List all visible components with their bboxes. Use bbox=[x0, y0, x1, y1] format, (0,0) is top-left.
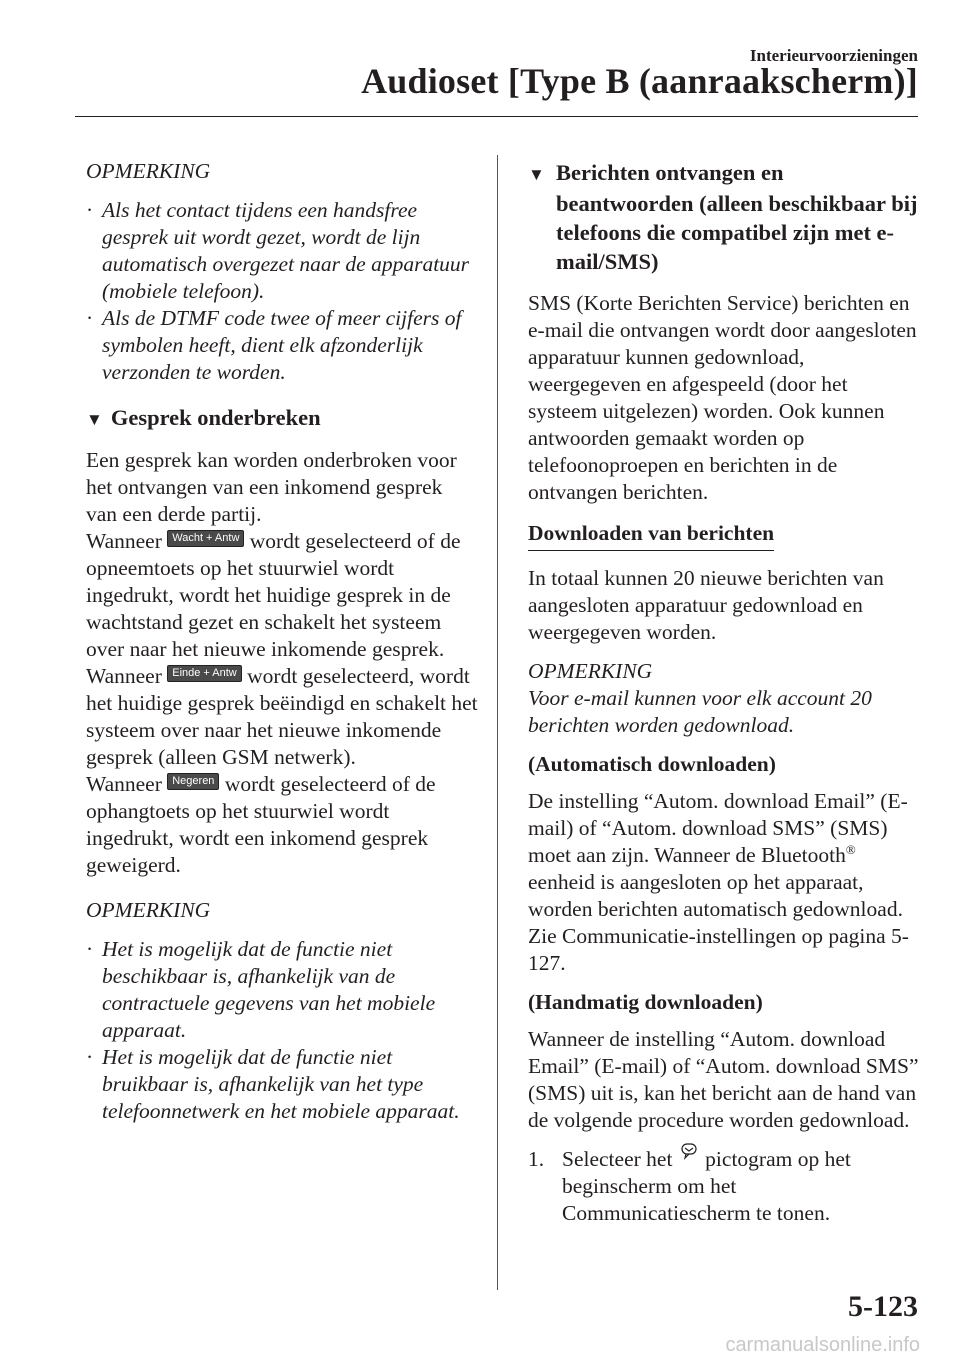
bullet-dot: · bbox=[86, 198, 94, 222]
paragraph: Zie Communicatie-instellingen op pagina 5-127. bbox=[528, 924, 909, 975]
triangle-down-icon: ▼ bbox=[528, 165, 545, 184]
header-rule bbox=[75, 116, 918, 117]
paragraph: In totaal kunnen 20 nieuwe berichten van aangesloten apparatuur gedownload en weergegeven worden. bbox=[528, 566, 884, 644]
page-number: 5-123 bbox=[848, 1290, 918, 1323]
paragraph: Wanneer Wacht + Antw wordt geselecteerd of de opneemtoets op het stuurwiel wordt ingedrukt, wordt het huidige gesprek in de wachtstand gezet en schakelt het systeem over naar het nieuwe inkomende gesprek. bbox=[86, 529, 461, 661]
paragraph: Wanneer Einde + Antw wordt geselecteerd, wordt het huidige gesprek beëindigd en schakelt het systeem over naar het nieuwe inkomende gesprek (alleen GSM netwerk). bbox=[86, 664, 478, 769]
left-column bbox=[86, 158, 478, 1125]
wacht-antw-button: Wacht + Antw bbox=[167, 530, 244, 547]
procedure-step: 1. Selecteer het pictogram op het beginscherm om het Communicatiescherm te tonen. bbox=[528, 1142, 920, 1227]
paragraph: Een gesprek kan worden onderbroken voor het ontvangen van een inkomend gesprek van een derde partij. bbox=[86, 448, 457, 526]
note-label: OPMERKING bbox=[86, 159, 211, 183]
triangle-down-icon: ▼ bbox=[86, 410, 103, 429]
bullet-dot: · bbox=[86, 1045, 94, 1069]
message-icon bbox=[678, 1142, 700, 1162]
column-divider bbox=[497, 155, 498, 1290]
right-column bbox=[528, 158, 920, 1235]
negeren-button: Negeren bbox=[167, 773, 219, 790]
note-bullet: · Als de DTMF code twee of meer cijfers of symbolen heeft, dient elk afzonderlijk verzonden te worden. bbox=[86, 306, 462, 384]
watermark: carmanualsonline.info bbox=[725, 1334, 920, 1356]
paragraph: Wanneer Negeren wordt geselecteerd of de ophangtoets op het stuurwiel wordt ingedrukt, wordt een inkomend gesprek geweigerd. bbox=[86, 772, 436, 877]
paragraph: Wanneer de instelling “Autom. download Email” (E-mail) of “Autom. download SMS” (SMS) uit is, kan het bericht aan de hand van de volgende procedure worden gedownload. bbox=[528, 1027, 919, 1132]
manual-download-heading: (Handmatig downloaden) bbox=[528, 990, 763, 1014]
paragraph: SMS (Korte Berichten Service) berichten en e-mail die ontvangen wordt door aangesloten apparatuur kunnen gedownload, weergegeven en afgespeeld (door het systeem uitgelezen) worden. Ook kunnen antwoorden gemaakt worden op telefoonoproepen en berichten in de ontvangen berichten. bbox=[528, 291, 917, 504]
einde-antw-button: Einde + Antw bbox=[167, 665, 242, 682]
section-heading: ▼ Berichten ontvangen en beantwoorden (alleen beschikbaar bij telefoons die compatibel zijn met e-mail/SMS) bbox=[528, 160, 918, 274]
bullet-dot: · bbox=[86, 937, 94, 961]
note-text: Voor e-mail kunnen voor elk account 20 berichten worden gedownload. bbox=[528, 686, 872, 737]
note-bullet: · Als het contact tijdens een handsfree gesprek uit wordt gezet, wordt de lijn automatisch overgezet naar de apparatuur (mobiele telefoon). bbox=[86, 198, 470, 303]
section-label: Interieurvoorzieningen bbox=[749, 46, 918, 65]
paragraph: De instelling “Autom. download Email” (E-mail) of “Autom. download SMS” (SMS) moet aan zijn. Wanneer de Bluetooth® eenheid is aangesloten op het apparaat, worden berichten automatisch gedownload. bbox=[528, 789, 908, 921]
subsection-heading: Downloaden van berichten bbox=[528, 520, 774, 551]
note-bullet: · Het is mogelijk dat de functie niet beschikbaar is, afhankelijk van de contractuele gegevens van het mobiele apparaat. bbox=[86, 937, 436, 1042]
note-label: OPMERKING bbox=[528, 659, 653, 683]
section-heading: ▼ Gesprek onderbreken bbox=[86, 405, 321, 430]
note-label: OPMERKING bbox=[86, 898, 211, 922]
page-title: Audioset [Type B (aanraakscherm)] bbox=[361, 61, 918, 101]
auto-download-heading: (Automatisch downloaden) bbox=[528, 752, 776, 776]
bullet-dot: · bbox=[86, 306, 94, 330]
note-bullet: · Het is mogelijk dat de functie niet bruikbaar is, afhankelijk van het type telefoonnetwerk en het mobiele apparaat. bbox=[86, 1045, 460, 1123]
